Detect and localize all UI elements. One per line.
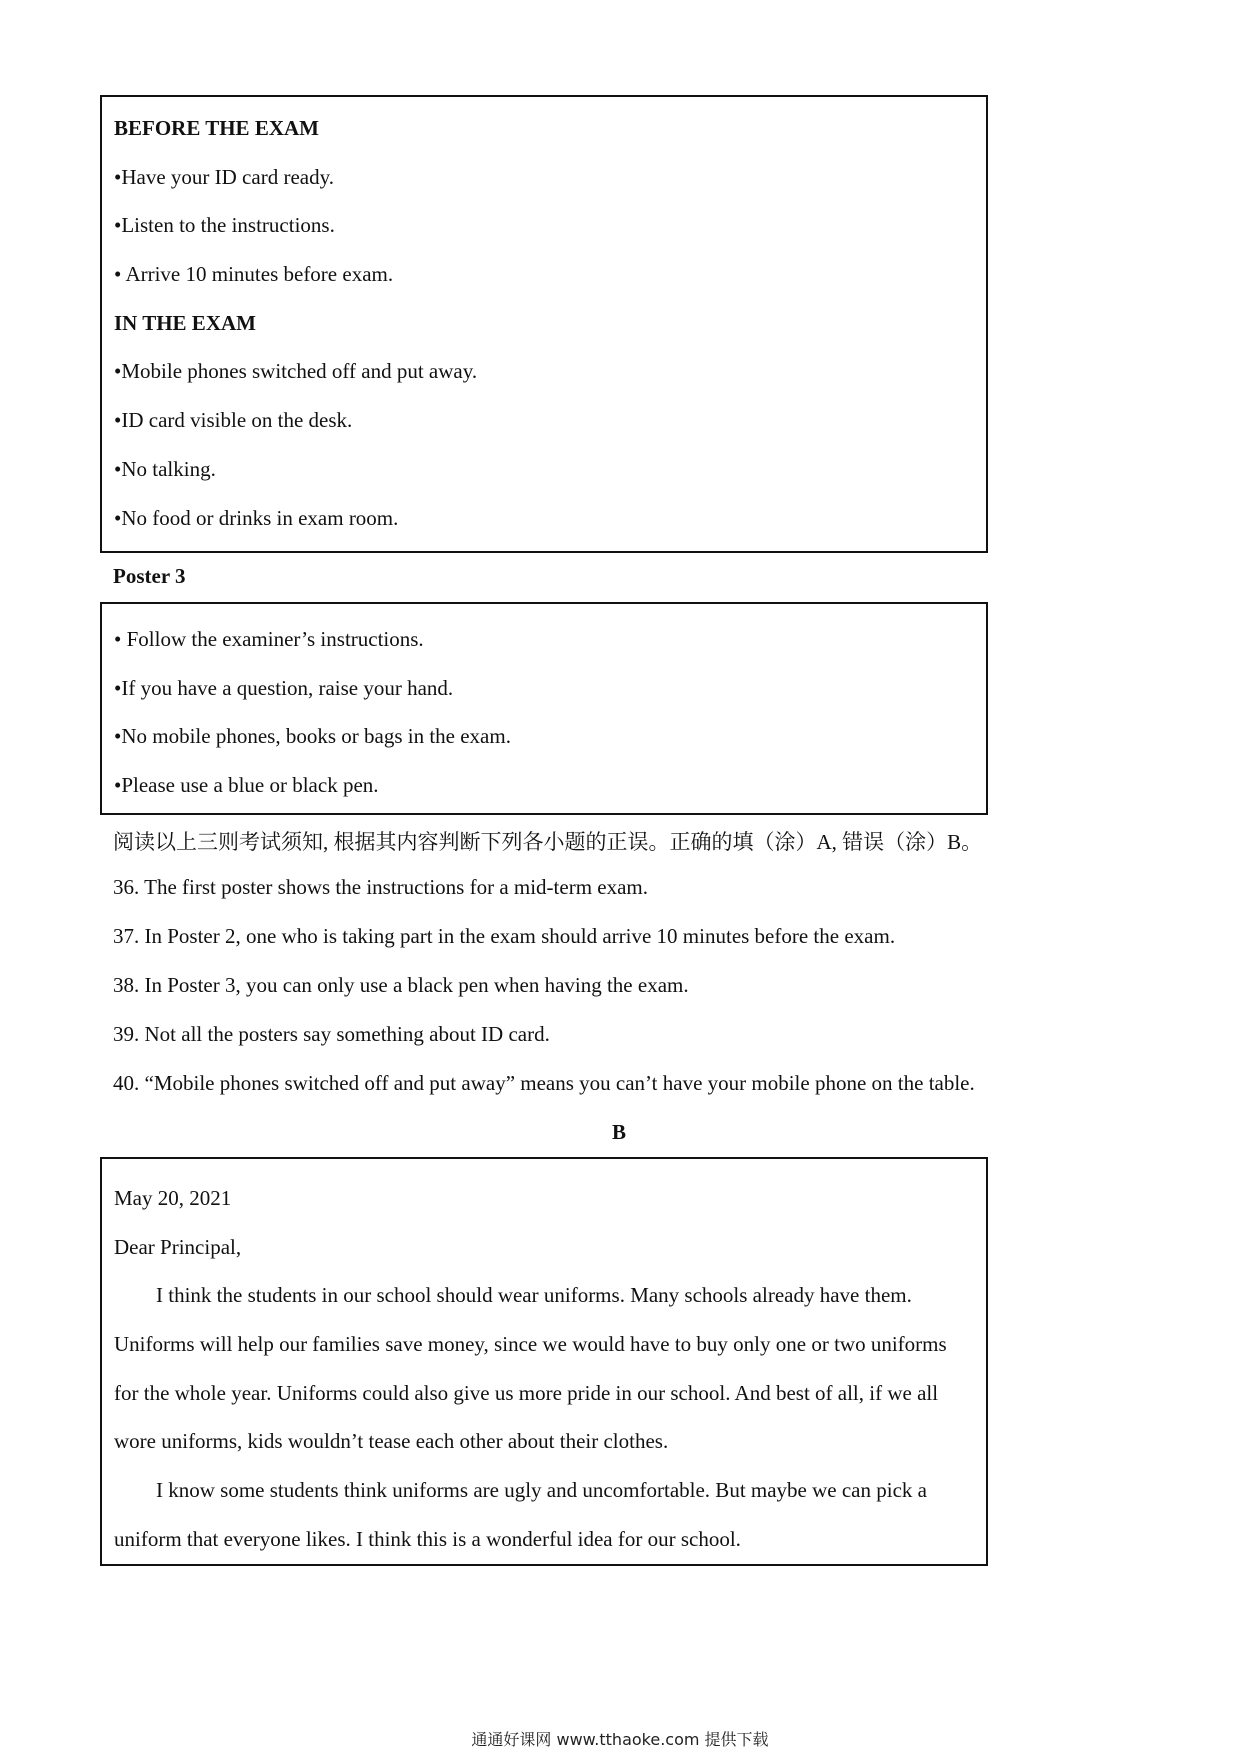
question-36: 36. The first poster shows the instructions for a mid-term exam.	[113, 875, 649, 899]
poster-2-box	[100, 95, 988, 553]
letter-line: Uniforms will help our families save money, since we would have to buy only one or two uniforms	[114, 1332, 947, 1357]
poster-3-box	[100, 602, 988, 815]
poster-item: •Mobile phones switched off and put away.	[114, 359, 478, 384]
before-exam-heading: BEFORE THE EXAM	[114, 116, 319, 140]
question-37: 37. In Poster 2, one who is taking part in the exam should arrive 10 minutes before the exam.	[113, 924, 896, 948]
poster-item: •Listen to the instructions.	[114, 213, 335, 238]
poster-item: •ID card visible on the desk.	[114, 408, 353, 433]
in-exam-heading: IN THE EXAM	[114, 310, 256, 335]
poster-item: •No talking.	[114, 456, 216, 481]
question-40: 40. “Mobile phones switched off and put away” means you can’t have your mobile phone on the table.	[113, 1071, 975, 1095]
letter-line: uniform that everyone likes. I think this is a wonderful idea for our school.	[114, 1526, 741, 1551]
letter-box	[100, 1157, 988, 1566]
question-39: 39. Not all the posters say something about ID card.	[113, 1022, 550, 1046]
section-b-heading: B	[612, 1120, 627, 1144]
poster-3-heading: Poster 3	[113, 564, 186, 588]
letter-line: I think the students in our school should wear uniforms. Many schools already have them.	[156, 1283, 912, 1308]
poster-item: •Please use a blue or black pen.	[114, 773, 379, 798]
letter-line: for the whole year. Uniforms could also give us more pride in our school. And best of all, if we all	[114, 1380, 939, 1405]
letter-line: I know some students think uniforms are ugly and uncomfortable. But maybe we can pick a	[156, 1478, 927, 1503]
task-instruction: 阅读以上三则考试须知, 根据其内容判断下列各小题的正误。正确的填（涂）A, 错误（涂）B。	[113, 830, 983, 854]
poster-item: •No food or drinks in exam room.	[114, 505, 399, 530]
poster-item: • Follow the examiner’s instructions.	[114, 627, 424, 651]
letter-date: May 20, 2021	[114, 1186, 232, 1210]
poster-item: •No mobile phones, books or bags in the exam.	[114, 724, 511, 749]
footer-watermark: 通通好课网 www.tthaoke.com 提供下载	[471, 1730, 769, 1749]
letter-greeting: Dear Principal,	[114, 1234, 242, 1259]
poster-item: •Have your ID card ready.	[114, 164, 334, 189]
question-38: 38. In Poster 3, you can only use a black pen when having the exam.	[113, 973, 689, 997]
poster-item: •If you have a question, raise your hand.	[114, 675, 454, 700]
poster-item: • Arrive 10 minutes before exam.	[114, 262, 394, 287]
letter-line: wore uniforms, kids wouldn’t tease each other about their clothes.	[114, 1429, 669, 1454]
